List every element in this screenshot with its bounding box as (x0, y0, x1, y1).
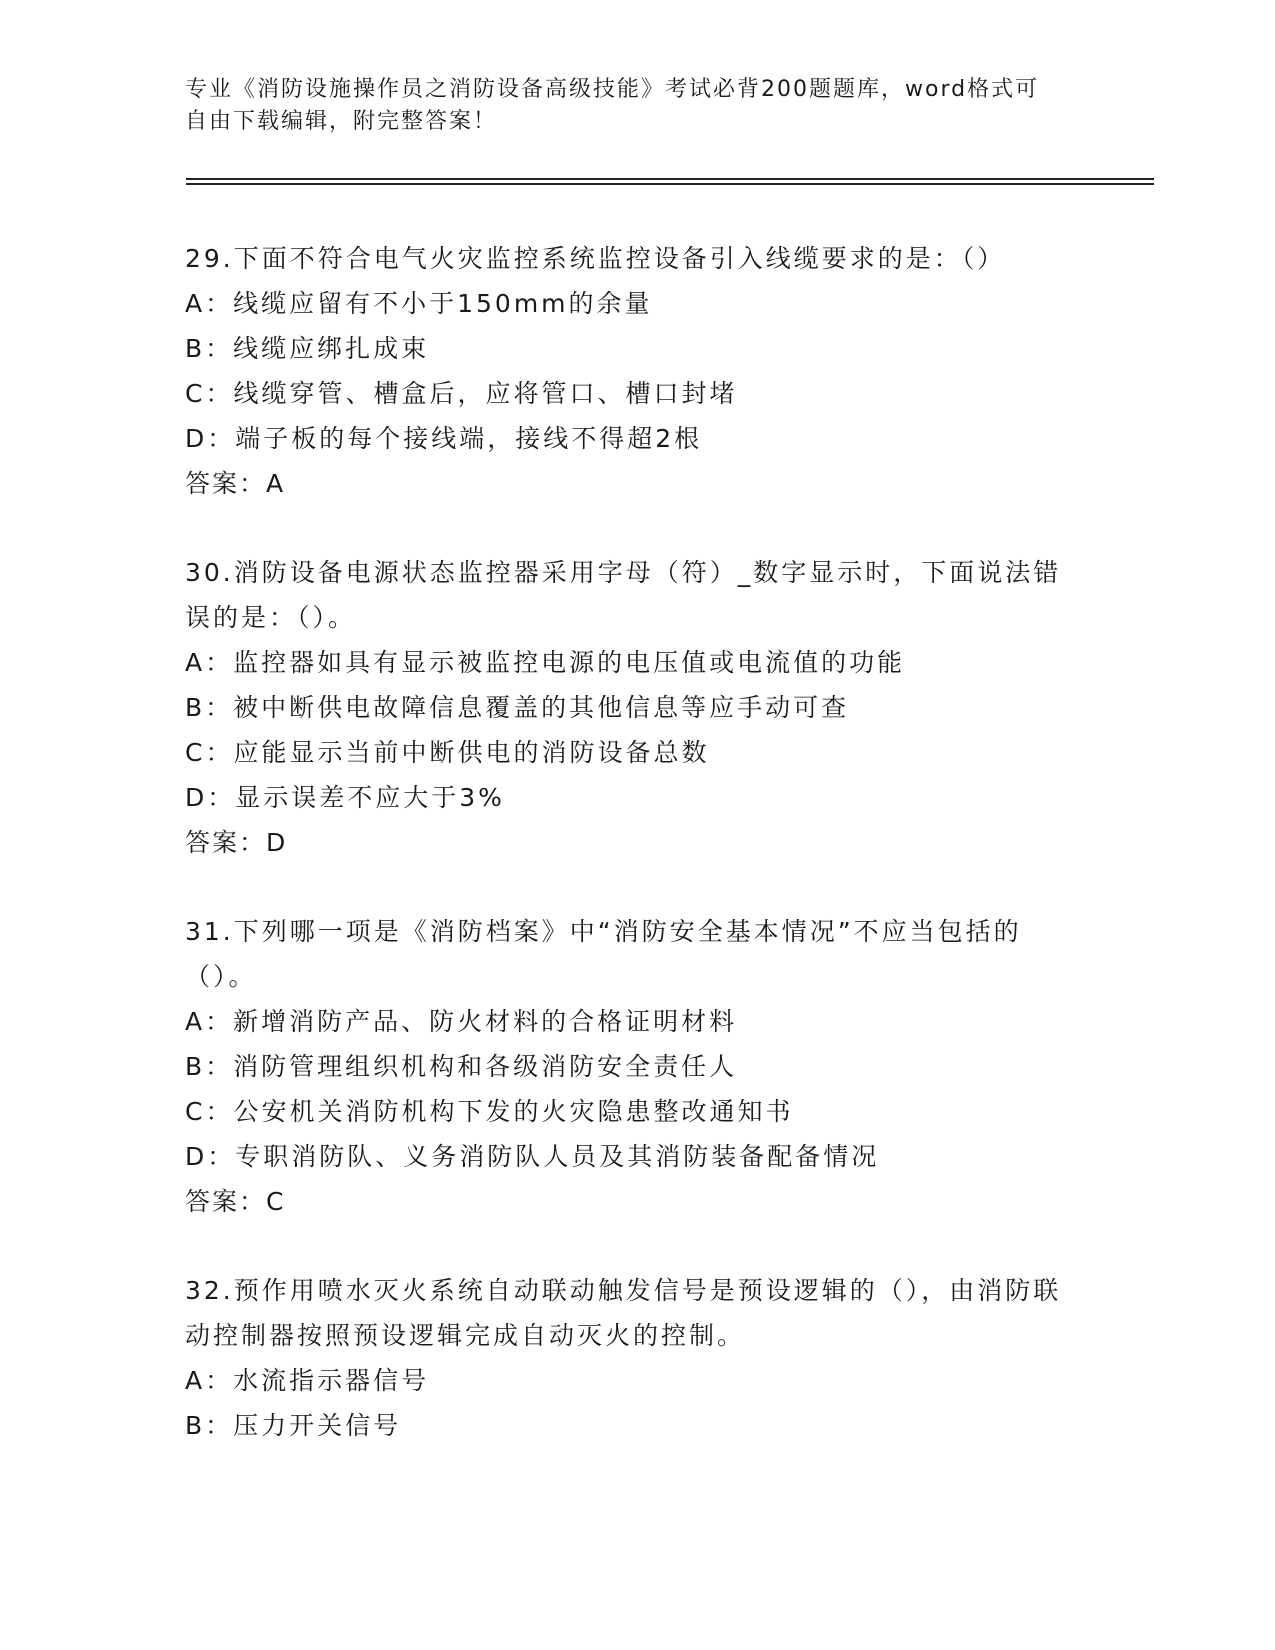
option-d: D：显示误差不应大于3% (185, 783, 505, 812)
question-text: 32.预作用喷水灭火系统自动联动触发信号是预设逻辑的（），由消防联动控制器按照预设逻辑完成自动灭火的控制。 (185, 1276, 1062, 1350)
header-line-2: 自由下载编辑，附完整答案！ (185, 109, 498, 134)
answer-value: C (266, 1187, 285, 1216)
option-a: A：水流指示器信号 (185, 1366, 430, 1395)
answer-value: A (266, 469, 285, 498)
option-b: B：消防管理组织机构和各级消防安全责任人 (185, 1052, 738, 1081)
answer-label: 答案： (185, 1187, 267, 1216)
question-text: 31.下列哪一项是《消防档案》中“消防安全基本情况”不应当包括的（）。 (185, 917, 1022, 991)
header-divider-bottom (186, 183, 1154, 185)
question-text: 30.消防设备电源状态监控器采用字母（符）_数字显示时，下面说法错误的是：（）。 (185, 558, 1062, 632)
option-b: B：线缆应绑扎成束 (185, 334, 430, 363)
document-header (185, 74, 1085, 138)
answer-label: 答案： (185, 828, 267, 857)
question-list (185, 236, 1085, 1492)
option-b: B：压力开关信号 (185, 1411, 402, 1440)
option-d: D：端子板的每个接线端，接线不得超2根 (185, 424, 703, 453)
answer-label: 答案： (185, 469, 267, 498)
option-b: B：被中断供电故障信息覆盖的其他信息等应手动可查 (185, 693, 850, 722)
answer (185, 461, 1085, 506)
option-d: D：专职消防队、义务消防队人员及其消防装备配备情况 (185, 1142, 880, 1171)
question-32 (185, 1268, 1085, 1448)
option-c: C：线缆穿管、槽盒后，应将管口、槽口封堵 (185, 379, 738, 408)
question-30 (185, 550, 1085, 865)
option-a: A：监控器如具有显示被监控电源的电压值或电流值的功能 (185, 648, 906, 677)
answer (185, 820, 1085, 865)
answer-value: D (266, 828, 287, 857)
header-divider-top (186, 178, 1154, 180)
option-c: C：应能显示当前中断供电的消防设备总数 (185, 738, 710, 767)
option-c: C：公安机关消防机构下发的火灾隐患整改通知书 (185, 1097, 794, 1126)
question-29 (185, 236, 1085, 506)
question-text: 29.下面不符合电气火灾监控系统监控设备引入线缆要求的是：（） (185, 244, 1006, 273)
answer (185, 1179, 1085, 1224)
header-line-1: 专业《消防设施操作员之消防设备高级技能》考试必背200题题库，word格式可 (185, 77, 1040, 102)
question-31 (185, 909, 1085, 1224)
option-a: A：新增消防产品、防火材料的合格证明材料 (185, 1007, 738, 1036)
option-a: A：线缆应留有不小于150mm的余量 (185, 289, 653, 318)
